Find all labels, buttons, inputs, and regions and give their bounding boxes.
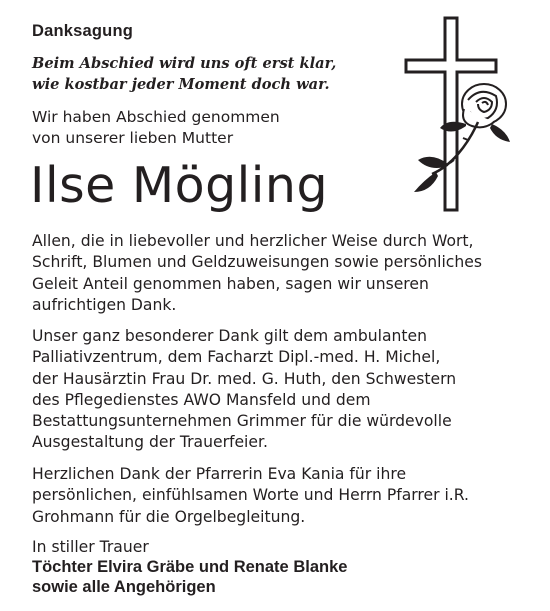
quote-line: wie kostbar jeder Moment doch war. — [32, 76, 330, 93]
cross-with-rose-icon — [388, 14, 518, 214]
notice-heading: Danksagung — [32, 22, 134, 40]
clergy-thanks-paragraph — [32, 464, 532, 528]
paragraph-line: Geleit Anteil genommen haben, sagen wir unseren — [32, 274, 429, 293]
paragraph-line: der Hausärztin Frau Dr. med. G. Huth, den Schwestern — [32, 369, 457, 388]
intro-line: Wir haben Abschied genommen — [32, 108, 280, 126]
paragraph-line: Unser ganz besonderer Dank gilt dem ambulanten — [32, 327, 428, 345]
paragraph-line: Bestattungsunternehmen Grimmer für die würdevolle — [32, 412, 452, 431]
paragraph-line: des Pflegedienstes AWO Mansfeld und dem — [32, 390, 371, 409]
intro-text — [32, 107, 280, 149]
closing-signature — [32, 537, 347, 597]
thanks-paragraph — [32, 231, 532, 316]
intro-line: von unserer lieben Mutter — [32, 129, 234, 147]
memorial-quote — [32, 53, 336, 95]
signer-line: sowie alle Angehörigen — [32, 578, 216, 596]
deceased-name: Ilse Mögling — [30, 157, 329, 214]
paragraph-line: Schrift, Blumen und Geldzuweisungen sowie persönliches — [32, 253, 482, 272]
special-thanks-paragraph — [32, 326, 532, 454]
paragraph-line: persönlichen, einfühlsamen Worte und Herrn Pfarrer i.R. — [32, 486, 469, 505]
paragraph-line: Ausgestaltung der Trauerfeier. — [32, 433, 268, 452]
quote-line: Beim Abschied wird uns oft erst klar, — [32, 55, 337, 72]
closing-line: In stiller Trauer — [32, 538, 149, 556]
paragraph-line: Allen, die in liebevoller und herzlicher Weise durch Wort, — [32, 232, 474, 250]
signer-line: Töchter Elvira Gräbe und Renate Blanke — [32, 558, 348, 576]
paragraph-line: Palliativzentrum, dem Facharzt Dipl.-med. H. Michel, — [32, 348, 441, 367]
paragraph-line: Herzlichen Dank der Pfarrerin Eva Kania für ihre — [32, 465, 407, 483]
paragraph-line: aufrichtigen Dank. — [32, 295, 177, 314]
paragraph-line: Grohmann für die Orgelbegleitung. — [32, 507, 306, 526]
